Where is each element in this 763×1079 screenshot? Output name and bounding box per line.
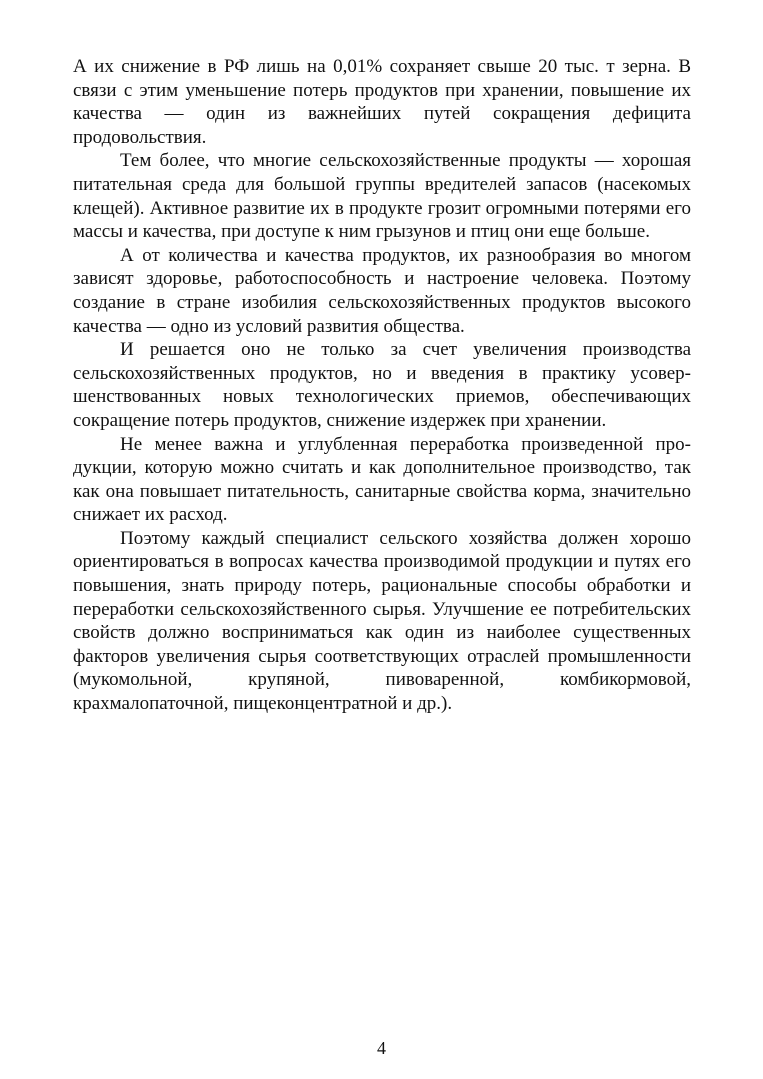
paragraph: А от количества и качества продуктов, их разнообразия во многом зависят здоровье, работоспособность и настроение человека. Поэтому создание в стране изобилия сельскохозяйственных продуктов высокого качества — одно из условий развития общества. <box>73 244 691 337</box>
paragraph-continuation: А их снижение в РФ лишь на 0,01% сохраняет свыше 20 тыс. т зерна. В связи с этим уменьшение потерь продуктов при хранении, повышение их качества — один из важнейших путей сокращения дефицита продовольствия. <box>73 56 691 148</box>
page-number: 4 <box>377 1038 386 1058</box>
paragraph: Поэтому каждый специалист сельского хозяйства должен хорошо ориентироваться в вопросах качества производимой продукции и путях его повышения, знать природу потерь, рациональные способы обработки и переработки сельскохозяйственного сырья. Улучшение ее потребительских свойств должно восприниматься как один из наиболее существенных факторов увеличения сырья соответствующих отраслей промышленности (мукомольной, крупяной, пивоваренной, комбикормовой, крахмалопаточной, пищеконцентратной и др.). <box>73 527 691 715</box>
paragraph: И решается оно не только за счет увеличения производства сельскохозяйственных продуктов, но и введения в практику усовершенствованных новых технологических приемов, обеспечивающих сокращение потерь продуктов, снижение издержек при хранении. <box>73 339 691 431</box>
paragraph: Не менее важна и углубленная переработка произведенной продукции, которую можно считать и как дополнительное производство, так как она повышает питательность, санитарные свойства корма, значительно снижает их расход. <box>73 433 691 526</box>
page-body <box>73 55 691 716</box>
paragraph: Тем более, что многие сельскохозяйственные продукты — хорошая питательная среда для большой группы вредителей запасов (насекомых клещей). Активное развитие их в продукте грозит огромными потерями его массы и качества, при доступе к ним грызунов и птиц они еще больше. <box>73 150 691 243</box>
